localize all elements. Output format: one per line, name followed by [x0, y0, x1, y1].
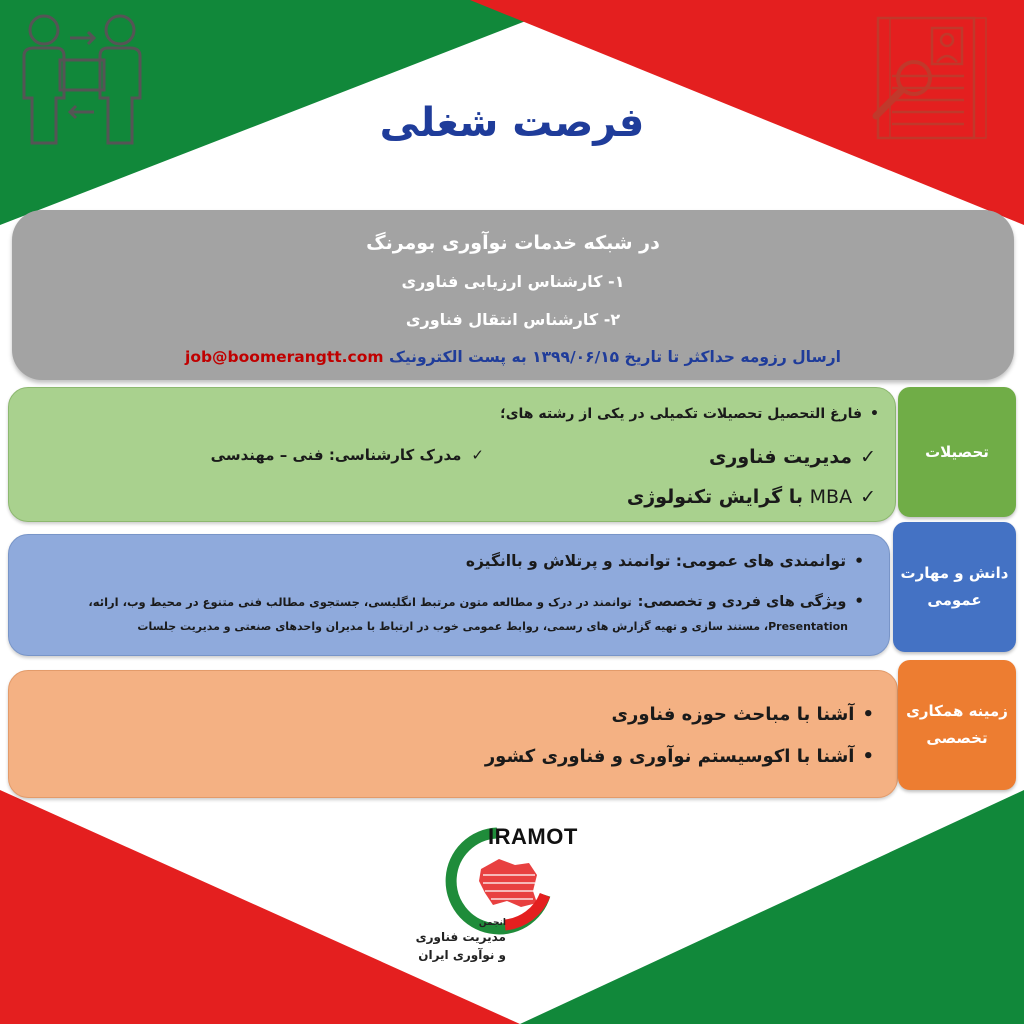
- skills-special-line-1: [88, 592, 864, 610]
- page-title: فرصت شغلی: [379, 100, 645, 146]
- cooperation-tab-label-2: تخصصی: [926, 729, 988, 747]
- field-1-text: مدیریت فناوری: [709, 446, 853, 468]
- skills-tab-label-2: عمومی: [927, 591, 982, 609]
- cooperation-item-1-text: آشنا با مباحث حوزه فناوری: [611, 704, 855, 725]
- cooperation-item-2-text: آشنا با اکوسیستم نوآوری و فناوری کشور: [484, 746, 855, 767]
- position-1: ۱- کارشناس ارزیابی فناوری: [401, 272, 625, 291]
- logo-name: IRAMOT: [488, 824, 578, 849]
- email-link[interactable]: job@boomerangtt.com: [185, 348, 384, 366]
- tab-cooperation: [898, 660, 1016, 790]
- degree-text: مدرک کارشناسی: فنی – مهندسی: [210, 446, 462, 464]
- cooperation-item-1: [611, 704, 874, 725]
- check-icon: ✓: [860, 486, 876, 508]
- skills-special-line-2: Presentation، مستند سازی و تهیه گزارش های رسمی، روابط عمومی خوب در ارتباط با مدیران واحدهای صنعتی و مدیریت جلسات: [137, 620, 848, 633]
- intro-heading: در شبکه خدمات نوآوری بومرنگ: [366, 232, 660, 254]
- send-resume-line: [12, 348, 1014, 366]
- education-tab-label: تحصیلات: [925, 442, 989, 461]
- mba-text: MBA: [809, 486, 853, 508]
- send-resume-text: ارسال رزومه حداکثر تا تاریخ ۱۳۹۹/۰۶/۱۵ به پست الکترونیک: [388, 348, 841, 366]
- bullet-dot: •: [862, 704, 874, 725]
- logo-sub-1: انجمن: [478, 918, 506, 928]
- skills-general: [466, 552, 864, 570]
- education-field-1: [709, 446, 876, 468]
- cooperation-panel: [8, 670, 898, 798]
- check-icon: ✓: [860, 446, 876, 468]
- bullet-dot: •: [854, 552, 864, 570]
- skills-tab-label-1: دانش و مهارت: [900, 564, 1009, 582]
- intro-box: [12, 210, 1014, 380]
- bullet-dot: •: [862, 746, 874, 767]
- bullet-dot: •: [870, 406, 879, 422]
- skills-special-text-1: توانمند در درک و مطالعه متون مرتبط انگلیسی، جستجوی مطالب فنی متنوع در محیط وب، ارائه،: [88, 595, 632, 609]
- skills-general-text: توانمندی های عمومی: توانمند و پرتلاش و باانگیزه: [465, 552, 847, 570]
- cooperation-item-2: [485, 746, 874, 767]
- field-2-text: با گرایش تکنولوژی: [626, 486, 804, 508]
- cooperation-tab-label-1: زمینه همکاری: [906, 702, 1008, 720]
- education-field-2: [627, 486, 876, 508]
- tab-education: [898, 387, 1016, 517]
- bullet-dot: •: [854, 592, 864, 610]
- skills-special-label: ویژگی های فردی و تخصصی:: [637, 594, 847, 610]
- education-bullet: [500, 406, 879, 422]
- position-2: ۲- کارشناس انتقال فناوری: [405, 310, 621, 329]
- logo-sub-3: و نوآوری ایران: [418, 948, 506, 962]
- education-degree: [211, 446, 484, 464]
- logo-sub-2: مدیریت فناوری: [415, 930, 506, 944]
- tab-skills: [893, 522, 1016, 652]
- education-bullet-text: فارغ التحصیل تحصیلات تکمیلی در یکی از رشته های؛: [500, 406, 863, 422]
- check-icon: ✓: [471, 446, 484, 464]
